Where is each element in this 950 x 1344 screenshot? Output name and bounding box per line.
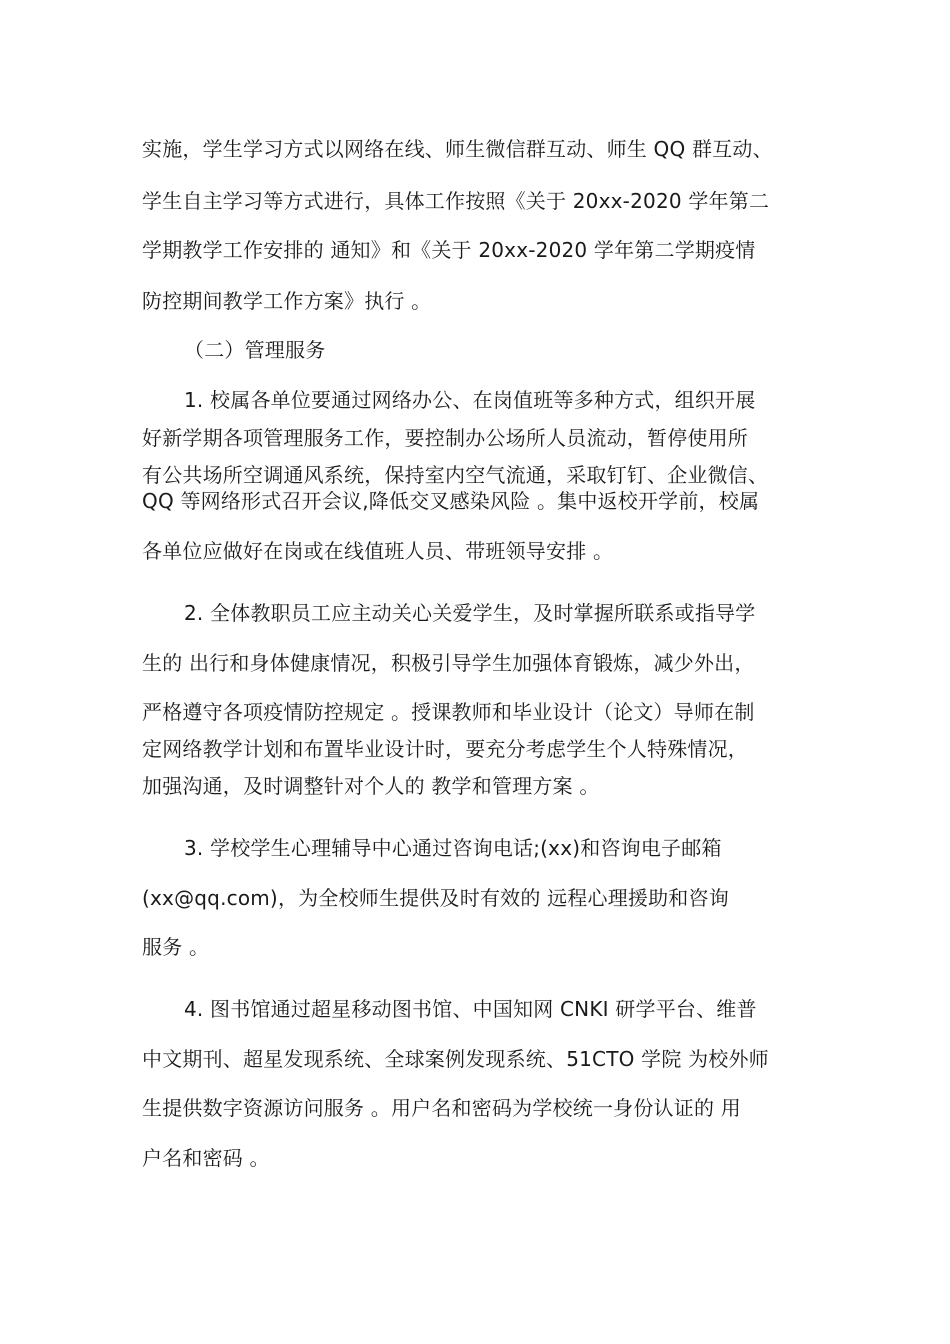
paragraph-1-line: 好新学期各项管理服务工作，要控制办公场所人员流动，暂停使用所 xyxy=(142,426,748,450)
paragraph-4-line: 户名和密码 。 xyxy=(142,1146,270,1170)
text-line: 防控期间教学工作方案》执行 。 xyxy=(142,289,432,313)
paragraph-1-line: QQ 等网络形式召开会议,降低交叉感染风险 。集中返校开学前，校属 xyxy=(142,489,760,513)
paragraph-2-line: 严格遵守各项疫情防控规定 。授课教师和毕业设计（论文）导师在制 xyxy=(142,700,755,724)
paragraph-1-line: 各单位应做好在岗或在线值班人员、带班领导安排 。 xyxy=(142,539,614,563)
section-heading: （二）管理服务 xyxy=(184,338,326,362)
paragraph-1-line: 1. 校属各单位要通过网络办公、在岗值班等多种方式，组织开展 xyxy=(184,388,756,412)
text-line: 学期教学工作安排的 通知》和《关于 20xx-2020 学年第二学期疫情 xyxy=(142,238,756,262)
paragraph-4-line: 中文期刊、超星发现系统、全球案例发现系统、51CTO 学院 为校外师 xyxy=(142,1047,769,1071)
paragraph-1-line: 有公共场所空调通风系统，保持室内空气流通，采取钉钉、企业微信、 xyxy=(142,463,769,487)
paragraph-4-line: 4. 图书馆通过超星移动图书馆、中国知网 CNKI 研学平台、维普 xyxy=(184,997,757,1021)
paragraph-2-line: 加强沟通，及时调整针对个人的 教学和管理方案 。 xyxy=(142,774,600,798)
text-line: 实施，学生学习方式以网络在线、师生微信群互动、师生 QQ 群互动、 xyxy=(142,137,773,161)
paragraph-2-line: 2. 全体教职员工应主动关心关爱学生，及时掌握所联系或指导学 xyxy=(184,601,756,625)
paragraph-2-line: 定网络教学计划和布置毕业设计时，要充分考虑学生个人特殊情况， xyxy=(142,737,748,761)
paragraph-3-line: 3. 学校学生心理辅导中心通过咨询电话;(xx)和咨询电子邮箱 xyxy=(184,836,722,860)
paragraph-4-line: 生提供数字资源访问服务 。用户名和密码为学校统一身份认证的 用 xyxy=(142,1096,741,1120)
text-line: 学生自主学习等方式进行，具体工作按照《关于 20xx-2020 学年第二 xyxy=(142,189,770,213)
paragraph-2-line: 生的 出行和身体健康情况，积极引导学生加强体育锻炼，减少外出， xyxy=(142,651,755,675)
paragraph-3-line: (xx@qq.com)，为全校师生提供及时有效的 远程心理援助和咨询 xyxy=(142,886,729,910)
paragraph-3-line: 服务 。 xyxy=(142,935,210,959)
